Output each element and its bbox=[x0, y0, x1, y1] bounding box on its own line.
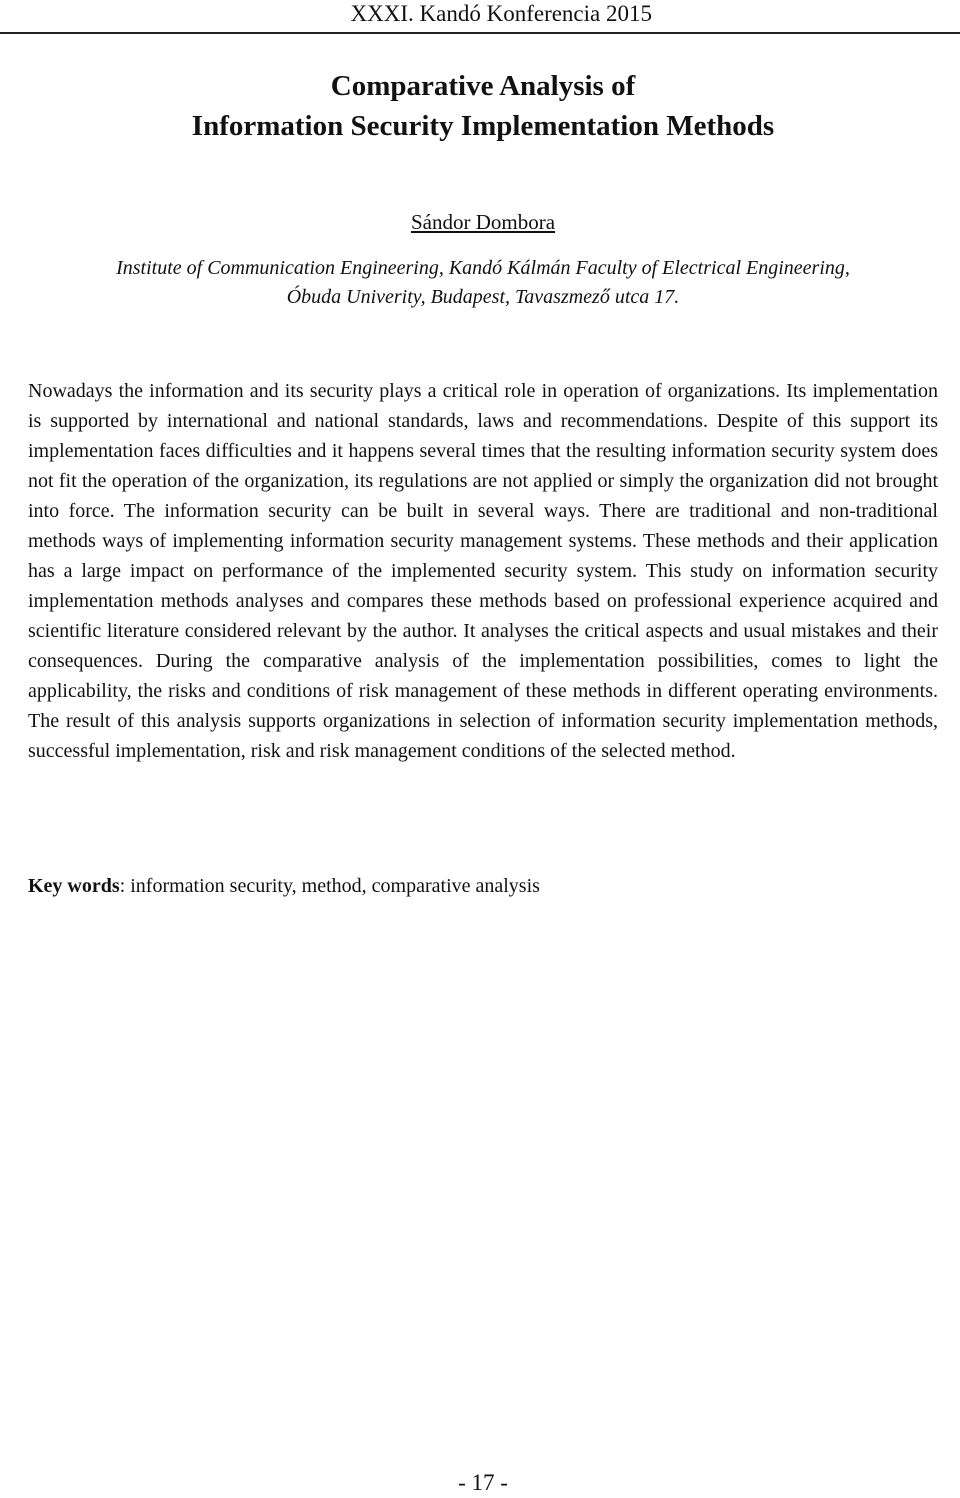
page-number: - 17 - bbox=[458, 1470, 508, 1495]
keywords-text: information security, method, comparative analysis bbox=[130, 875, 540, 897]
paper-title-line-2: Information Security Implementation Methods bbox=[191, 110, 775, 142]
keywords-label: Key words bbox=[28, 875, 120, 897]
affiliation-line-2: Óbuda Univerity, Budapest, Tavaszmező utca 17. bbox=[286, 286, 680, 308]
paper-title-line-1: Comparative Analysis of bbox=[330, 70, 636, 102]
paper-title bbox=[0, 66, 960, 146]
affiliation-line-1: Institute of Communication Engineering, Kandó Kálmán Faculty of Electrical Engineering, bbox=[116, 257, 850, 279]
author-name: Sándor Dombora bbox=[410, 210, 556, 234]
author-affiliation bbox=[0, 254, 960, 312]
keywords-separator: : bbox=[119, 875, 131, 897]
conference-name: XXXI. Kandó Konferencia 2015 bbox=[350, 1, 652, 26]
abstract-paragraph: Nowadays the information and its security plays a critical role in operation of organizations. Its implementation is supported by international and national standards, laws and recommendations. Despite of this support its implementation faces difficulties and it happens several times that the resulting information security system does not fit the operation of the organization, its regulations are not applied or simply the organization did not brought into force. The information security can be built in several ways. There are traditional and non-traditional methods ways of implementing information security management systems. These methods and their application has a large impact on performance of the implemented security system. This study on information security implementation methods analyses and compares these methods based on professional experience acquired and scientific literature considered relevant by the author. It analyses the critical aspects and usual mistakes and their consequences. During the comparative analysis of the implementation possibilities, comes to light the applicability, the risks and conditions of risk management of these methods in different operating environments. The result of this analysis supports organizations in selection of information security implementation methods, successful implementation, risk and risk management conditions of the selected method. bbox=[28, 380, 938, 762]
keywords-line bbox=[28, 871, 938, 901]
running-header bbox=[0, 0, 960, 34]
